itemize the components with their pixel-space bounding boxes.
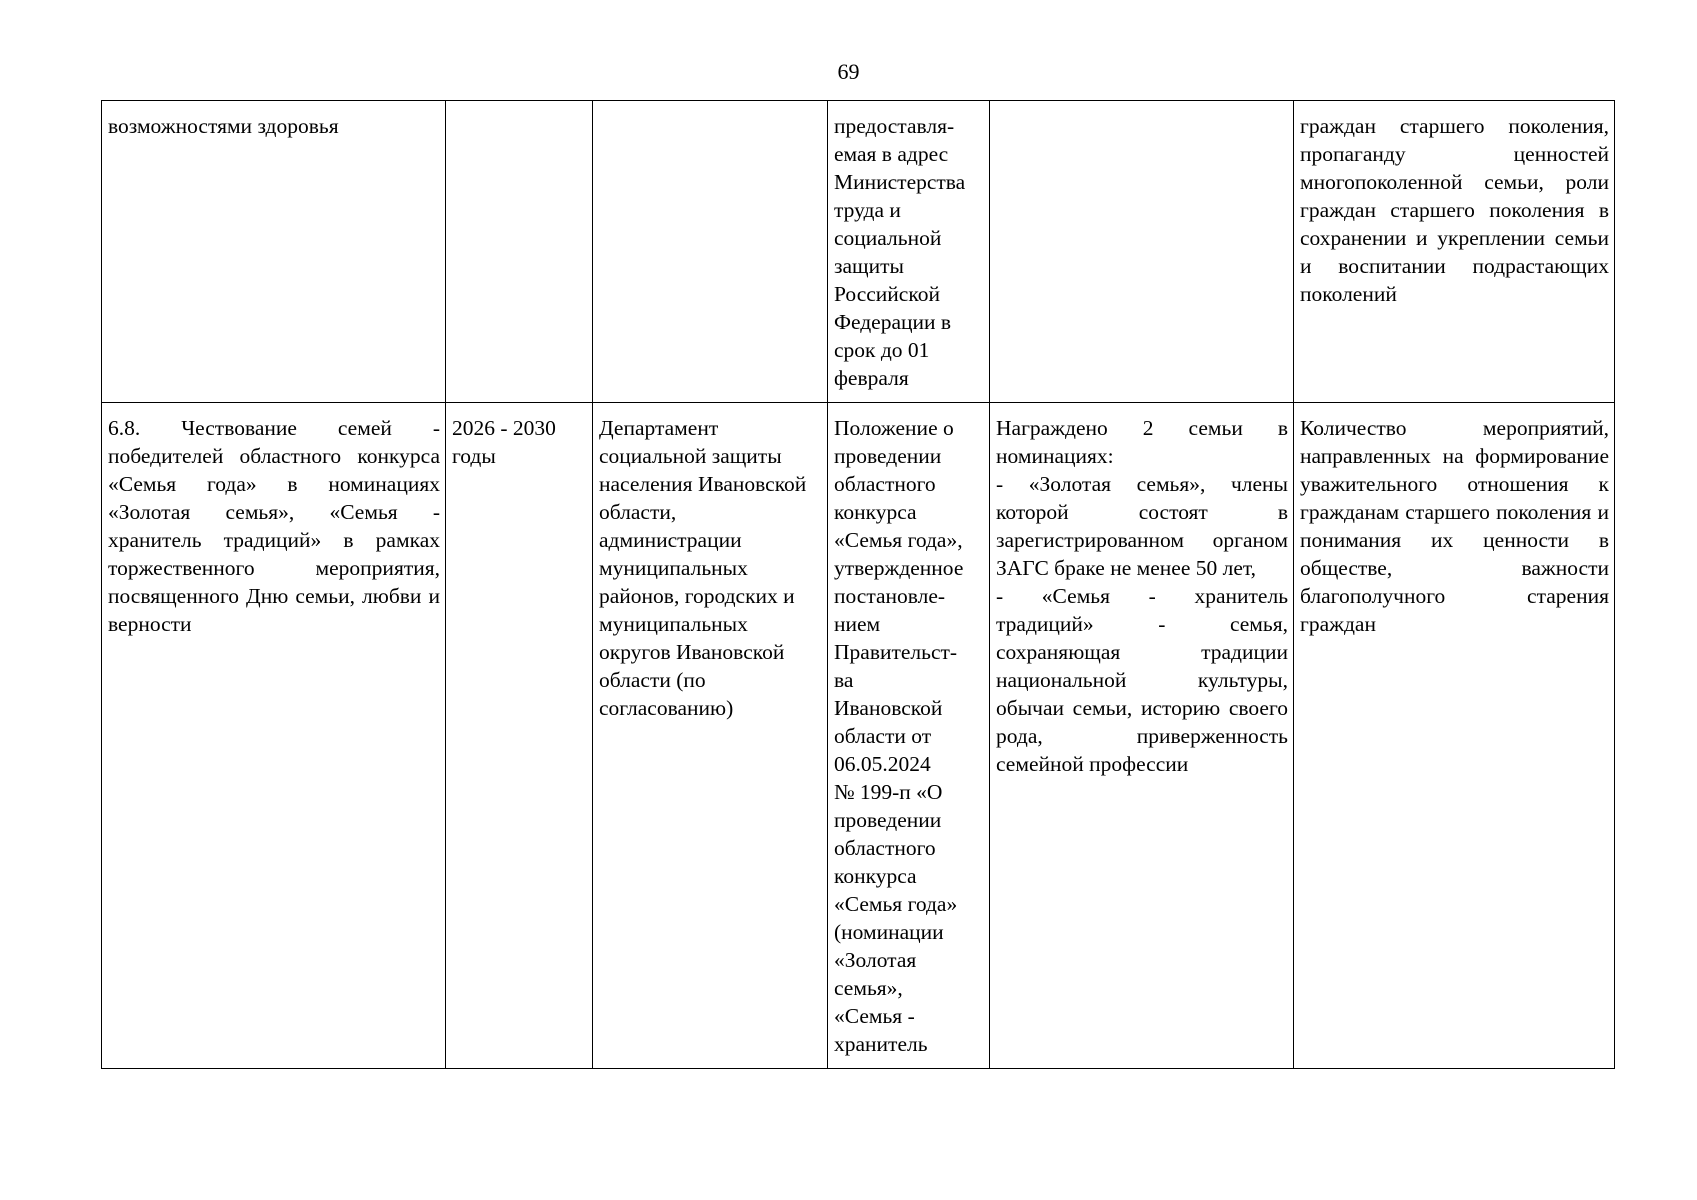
cell-line: Ивановской (834, 696, 943, 720)
cell-line: № 199-п «О (834, 780, 943, 804)
cell-line: Российской (834, 282, 940, 306)
cell-line: «Семья года», (834, 528, 963, 552)
measures-table (101, 100, 1615, 1069)
cell-line: социальной (834, 226, 942, 250)
cell-line: 06.05.2024 (834, 752, 931, 776)
cell-line: конкурса (834, 864, 917, 888)
cell-line: емая в адрес (834, 142, 949, 166)
cell-line: области от (834, 724, 932, 748)
cell-line: февраля (834, 366, 909, 390)
cell-line: областного (834, 472, 936, 496)
cell-line: предоставля- (834, 114, 955, 138)
cell-line: проведении (834, 444, 942, 468)
cell-document (828, 101, 990, 403)
cell-line: Министерства (834, 170, 966, 194)
cell-line: «Золотая (834, 948, 917, 972)
cell-paragraph: Награждено 2 семьи в номинациях: (996, 416, 1288, 468)
cell-event: 6.8. Чествование семей - победителей областного конкурса «Семья года» в номинациях «Золотая семья», «Семья - хранитель традиций» в рамках торжественного мероприятия, посвященного Дню семьи, любви и верности (102, 403, 446, 1069)
cell-line: семья», (834, 976, 903, 1000)
cell-executor: Департамент социальной защиты населения Ивановской области, администрации муниципальных районов, городских и муниципальных округов Ивановской области (по согласованию) (593, 403, 828, 1069)
cell-event: возможностями здоровья (102, 101, 446, 403)
cell-line: Правительст- (834, 640, 958, 664)
cell-line: (номинации (834, 920, 944, 944)
cell-paragraph: - «Золотая семья», члены которой состоят в зарегистрированном органом ЗАГС браке не менее 50 лет, (996, 472, 1288, 580)
cell-line: конкурса (834, 500, 917, 524)
cell-indicator: граждан старшего поколения, пропаганду ценностей многопоколенной семьи, роли граждан старшего поколения в сохранении и укреплении семьи и воспитании подрастающих поколений (1294, 101, 1615, 403)
cell-line: «Семья года» (834, 892, 958, 916)
cell-line: утвержденное (834, 556, 964, 580)
cell-line: труда и (834, 198, 901, 222)
cell-line: «Семья - (834, 1004, 915, 1028)
cell-line: нием (834, 612, 881, 636)
cell-paragraph: - «Семья - хранитель традиций» - семья, сохраняющая традиции национальной культуры, обычаи семьи, историю своего рода, приверженность семейной профессии (996, 584, 1288, 776)
cell-line: защиты (834, 254, 904, 278)
table-row (102, 403, 1615, 1069)
cell-line: постановле- (834, 584, 946, 608)
table-row (102, 101, 1615, 403)
cell-period: 2026 - 2030 годы (446, 403, 593, 1069)
cell-indicator: Количество мероприятий, направленных на формирование уважительного отношения к гражданам старшего поколения и понимания их ценности в обществе, важности благополучного старения граждан (1294, 403, 1615, 1069)
cell-line: Положение о (834, 416, 954, 440)
cell-executor (593, 101, 828, 403)
cell-line: ва (834, 668, 854, 692)
cell-line: срок до 01 (834, 338, 930, 362)
cell-line: Федерации в (834, 310, 952, 334)
cell-document (828, 403, 990, 1069)
cell-line: областного (834, 836, 936, 860)
cell-line: проведении (834, 808, 942, 832)
cell-line: хранитель (834, 1032, 928, 1056)
cell-period (446, 101, 593, 403)
cell-result (990, 101, 1294, 403)
cell-result (990, 403, 1294, 1069)
page-number: 69 (837, 59, 860, 84)
